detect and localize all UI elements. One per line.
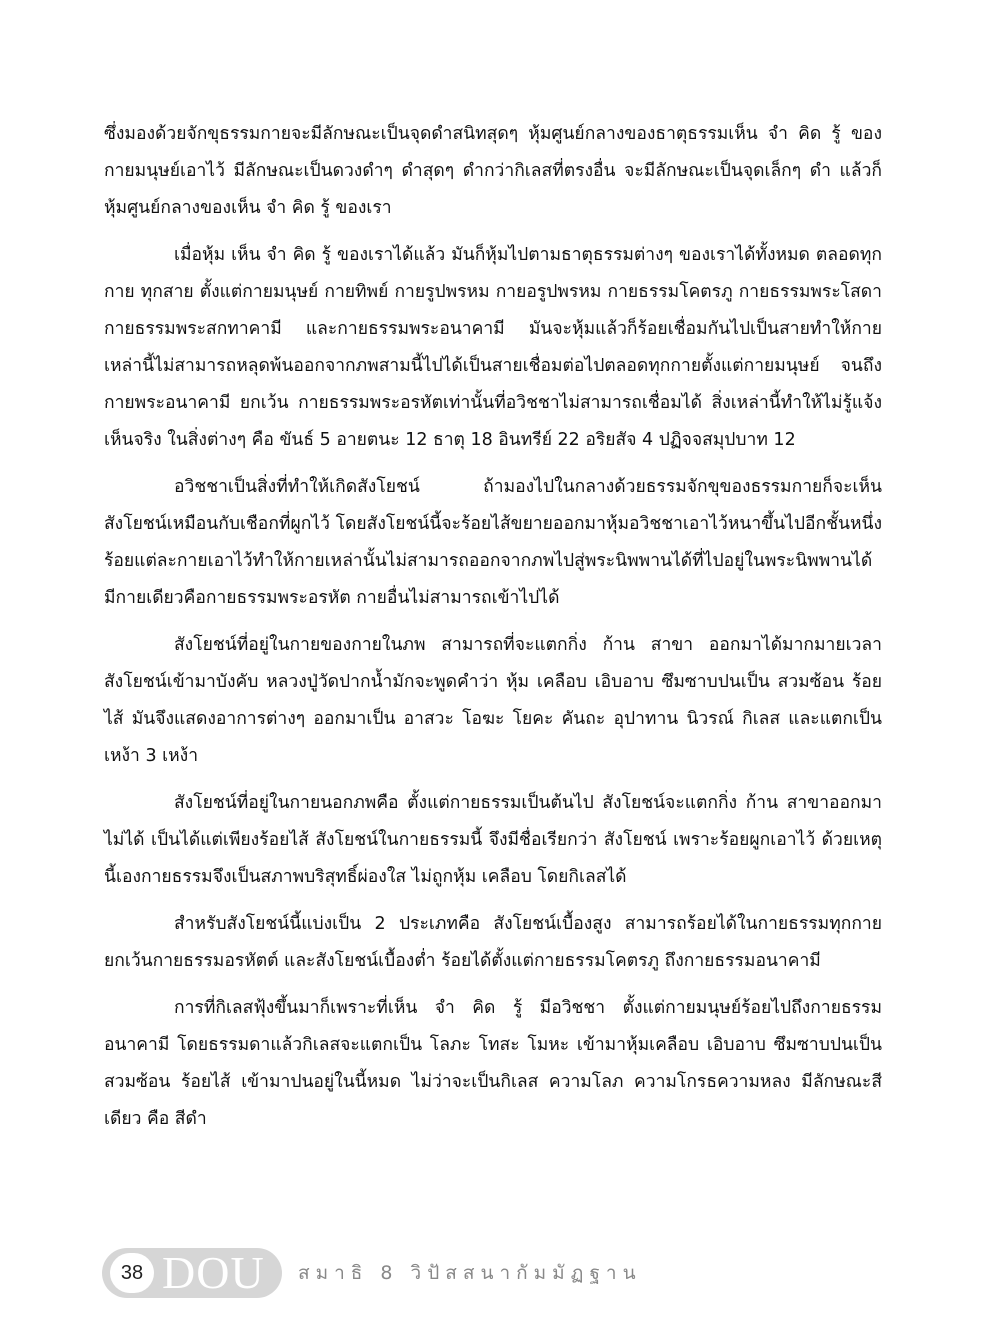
page-body — [104, 116, 882, 1148]
paragraph-6: สำหรับสังโยชน์นี้แบ่งเป็น 2 ประเภทคือ สังโยชน์เบื้องสูง สามารถร้อยได้ในกายธรรมทุกกาย ยกเว้นกายธรรมอรหัตต์ และสังโยชน์เบื้องต่ำ ร้อยได้ตั้งแต่กายธรรมโคตรภู ถึงกายธรรมอนาคามี — [104, 914, 882, 971]
paragraph-7: การที่กิเลสฟุ้งขึ้นมาก็เพราะที่เห็น จำ คิด รู้ มีอวิชชา ตั้งแต่กายมนุษย์ร้อยไปถึงกายธรรมอนาคามี โดยธรรมดาแล้วกิเลสจะแตกเป็น โลภะ โทสะ โมหะ เข้ามาหุ้มเคลือบ เอิบอาบ ซึมซาบปนเป็น สวมซ้อน ร้อยไส้ เข้ามาปนอยู่ในนี้หมด ไม่ว่าจะเป็นกิเลส ความโลภ ความโกรธความหลง มีลักษณะสีเดียว คือ สีดำ — [104, 998, 882, 1129]
paragraph-3: อวิชชาเป็นสิ่งที่ทำให้เกิดสังโยชน์ ถ้ามองไปในกลางด้วยธรรมจักขุของธรรมกายก็จะเห็นสังโยชน์เหมือนกับเชือกที่ผูกไว้ โดยสังโยชน์นี้จะร้อยไส้ขยายออกมาหุ้มอวิชชาเอาไว้หนาขึ้นไปอีกชั้นหนึ่ง ร้อยแต่ละกายเอาไว้ทำให้กายเหล่านั้นไม่สามารถออกจากภพไปสู่พระนิพพานได้ที่ไปอยู่ในพระนิพพานได้มีกายเดียวคือกายธรรมพระอรหัต กายอื่นไม่สามารถเข้าไปได้ — [104, 477, 882, 608]
paragraph-5: สังโยชน์ที่อยู่ในกายนอกภพคือ ตั้งแต่กายธรรมเป็นต้นไป สังโยชน์จะแตกกิ่ง ก้าน สาขาออกมาไม่ได้ เป็นได้แต่เพียงร้อยไส้ สังโยชน์ในกายธรรมนี้ จึงมีชื่อเรียกว่า สังโยชน์ เพราะร้อยผูกเอาไว้ ด้วยเหตุนี้เองกายธรรมจึงเป็นสภาพบริสุทธิ์ผ่องใส ไม่ถูกหุ้ม เคลือบ โดยกิเลสได้ — [104, 793, 882, 887]
footer-badge — [102, 1248, 282, 1298]
paragraph-1: ซึ่งมองด้วยจักขุธรรมกายจะมีลักษณะเป็นจุดดำสนิทสุดๆ หุ้มศูนย์กลางของธาตุธรรมเห็น จำ คิด รู้ ของกายมนุษย์เอาไว้ มีลักษณะเป็นดวงดำๆ ดำสุดๆ ดำกว่ากิเลสที่ตรงอื่น จะมีลักษณะเป็นจุดเล็กๆ ดำ แล้วก็หุ้มศูนย์กลางของเห็น จำ คิด รู้ ของเรา — [104, 124, 882, 218]
page-number: 38 — [110, 1253, 154, 1293]
page-footer — [102, 1248, 642, 1298]
brand-logo: DOU — [162, 1247, 265, 1298]
paragraph-4: สังโยชน์ที่อยู่ในกายของกายในภพ สามารถที่จะแตกกิ่ง ก้าน สาขา ออกมาได้มากมายเวลาสังโยชน์เข้ามาบังคับ หลวงปู่วัดปากน้ำมักจะพูดคำว่า หุ้ม เคลือบ เอิบอาบ ซึมซาบปนเป็น สวมซ้อน ร้อยไส้ มันจึงแสดงอาการต่างๆ ออกมาเป็น อาสวะ โอฆะ โยคะ คันถะ อุปาทาน นิวรณ์ กิเลส และแตกเป็นเหง้า 3 เหง้า — [104, 635, 882, 766]
course-title: สมาธิ 8 วิปัสสนากัมมัฏฐาน — [298, 1262, 642, 1284]
paragraph-2: เมื่อหุ้ม เห็น จำ คิด รู้ ของเราได้แล้ว มันก็หุ้มไปตามธาตุธรรมต่างๆ ของเราได้ทั้งหมด ตลอดทุกกาย ทุกสาย ตั้งแต่กายมนุษย์ กายทิพย์ กายรูปพรหม กายอรูปพรหม กายธรรมโคตรภู กายธรรมพระโสดา กายธรรมพระสกทาคามี และกายธรรมพระอนาคามี มันจะหุ้มแล้วก็ร้อยเชื่อมกันไปเป็นสายทำให้กายเหล่านี้ไม่สามารถหลุดพ้นออกจากภพสามนี้ไปได้เป็นสายเชื่อมต่อไปตลอดทุกกายตั้งแต่กายมนุษย์ จนถึง กายพระอนาคามี ยกเว้น กายธรรมพระอรหัตเท่านั้นที่อวิชชาไม่สามารถเชื่อมได้ สิ่งเหล่านี้ทำให้ไม่รู้แจ้ง เห็นจริง ในสิ่งต่างๆ คือ ขันธ์ 5 อายตนะ 12 ธาตุ 18 อินทรีย์ 22 อริยสัจ 4 ปฏิจจสมุปบาท 12 — [104, 245, 882, 450]
